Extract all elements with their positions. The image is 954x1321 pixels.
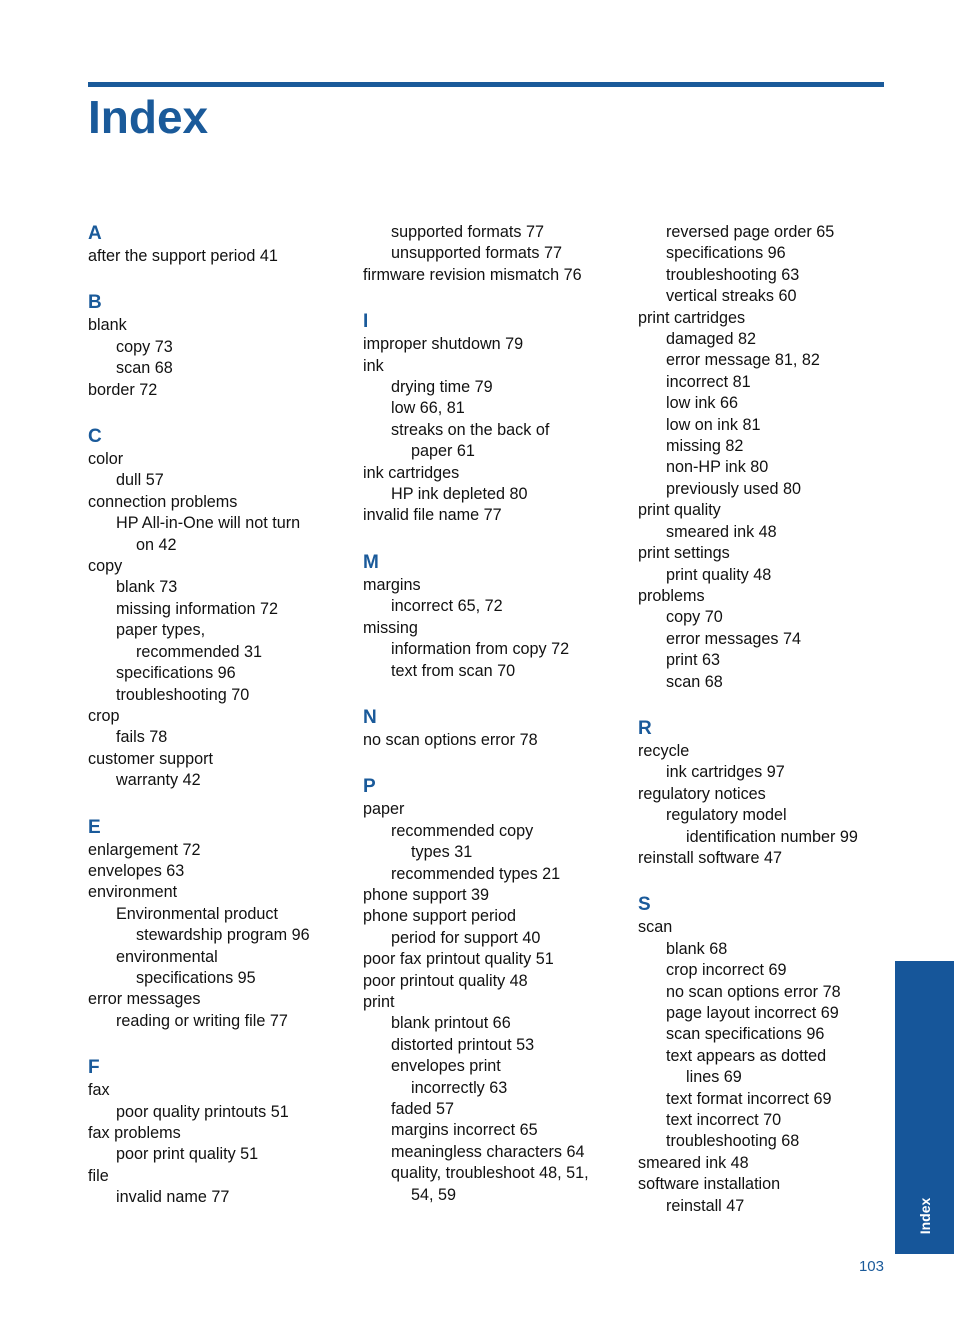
index-column-1 bbox=[88, 222, 338, 1209]
index-subentry: blank 73 bbox=[116, 578, 178, 597]
index-subentry: incorrect 65, 72 bbox=[391, 597, 503, 616]
index-subentry: low on ink 81 bbox=[666, 415, 761, 434]
index-entry: poor printout quality 48 bbox=[363, 971, 528, 990]
index-subentry: regulatory model bbox=[666, 806, 787, 825]
index-subentry: supported formats 77 bbox=[391, 223, 544, 241]
index-subentry: text appears as dotted bbox=[666, 1046, 827, 1065]
index-subentry: Environmental product bbox=[116, 904, 278, 923]
index-subentry: unsupported formats 77 bbox=[391, 244, 562, 263]
index-subentry: scan specifications 96 bbox=[666, 1025, 825, 1044]
index-entry-continuation: paper 61 bbox=[411, 442, 475, 461]
index-subentry: non-HP ink 80 bbox=[666, 458, 769, 477]
index-entry: color bbox=[88, 450, 124, 469]
index-entry: ink bbox=[363, 356, 384, 375]
index-entry: border 72 bbox=[88, 380, 158, 399]
index-subentry: ink cartridges 97 bbox=[666, 763, 785, 782]
index-subentry: damaged 82 bbox=[666, 330, 757, 349]
index-subentry: drying time 79 bbox=[391, 378, 493, 397]
index-entry: software installation bbox=[638, 1175, 781, 1194]
index-entry-continuation: recommended 31 bbox=[136, 642, 262, 661]
index-entry-continuation: identification number 99 bbox=[686, 827, 858, 846]
index-entry-continuation: 54, 59 bbox=[411, 1185, 457, 1204]
index-entry: print bbox=[363, 992, 395, 1011]
index-subentry: page layout incorrect 69 bbox=[666, 1004, 839, 1022]
index-subentry: environmental bbox=[116, 947, 218, 966]
index-entry: regulatory notices bbox=[638, 784, 766, 803]
index-letter-heading: S bbox=[638, 894, 651, 916]
index-subentry: copy 70 bbox=[666, 608, 723, 627]
index-subentry: specifications 96 bbox=[116, 664, 236, 683]
index-subentry: print quality 48 bbox=[666, 565, 772, 584]
index-entry: phone support 39 bbox=[363, 885, 490, 904]
index-subentry: text from scan 70 bbox=[391, 661, 516, 680]
index-subentry: HP All-in-One will not turn bbox=[116, 514, 301, 533]
index-entry: after the support period 41 bbox=[88, 247, 278, 265]
index-entry: connection problems bbox=[88, 492, 238, 511]
index-entry-continuation: lines 69 bbox=[686, 1068, 742, 1087]
index-entry: environment bbox=[88, 883, 178, 902]
index-letter-heading: E bbox=[88, 816, 101, 838]
index-subentry: paper types, bbox=[116, 621, 206, 640]
index-subentry: HP ink depleted 80 bbox=[391, 485, 528, 504]
index-subentry: previously used 80 bbox=[666, 479, 801, 498]
index-subentry: poor quality printouts 51 bbox=[116, 1102, 289, 1121]
index-entry: smeared ink 48 bbox=[638, 1153, 749, 1172]
index-entry: problems bbox=[638, 586, 705, 605]
index-entry: poor fax printout quality 51 bbox=[363, 950, 554, 969]
index-column-2 bbox=[363, 222, 613, 1206]
index-entry: recycle bbox=[638, 741, 690, 760]
index-column-3 bbox=[638, 222, 888, 1217]
index-entry: customer support bbox=[88, 749, 214, 768]
index-letter-heading: R bbox=[638, 717, 652, 739]
index-entry: error messages bbox=[88, 990, 201, 1009]
index-entry: margins bbox=[363, 575, 421, 594]
index-subentry: scan 68 bbox=[666, 672, 723, 691]
page-title: Index bbox=[88, 91, 209, 143]
index-entry: improper shutdown 79 bbox=[363, 335, 524, 354]
index-entry: paper bbox=[363, 800, 405, 819]
index-subentry: troubleshooting 68 bbox=[666, 1132, 800, 1151]
index-subentry: text incorrect 70 bbox=[666, 1111, 782, 1130]
index-letter-heading: A bbox=[88, 223, 102, 244]
index-subentry: streaks on the back of bbox=[391, 420, 550, 439]
index-letter-heading: N bbox=[363, 706, 377, 728]
index-subentry: recommended types 21 bbox=[391, 864, 561, 883]
index-entry: enlargement 72 bbox=[88, 840, 201, 859]
index-entry: ink cartridges bbox=[363, 463, 460, 482]
index-subentry: incorrect 81 bbox=[666, 372, 751, 391]
index-subentry: blank 68 bbox=[666, 939, 728, 958]
index-entry: fax problems bbox=[88, 1124, 181, 1142]
index-letter-heading: B bbox=[88, 292, 102, 314]
index-entry-continuation: specifications 95 bbox=[136, 968, 256, 987]
index-subentry: no scan options error 78 bbox=[666, 982, 841, 1001]
index-letter-heading: C bbox=[88, 426, 102, 448]
index-entry-continuation: types 31 bbox=[411, 843, 473, 862]
section-side-tab bbox=[895, 961, 954, 1254]
index-subentry: information from copy 72 bbox=[391, 640, 570, 659]
index-subentry: text format incorrect 69 bbox=[666, 1089, 832, 1108]
index-subentry: vertical streaks 60 bbox=[666, 287, 797, 306]
index-entry: invalid file name 77 bbox=[363, 506, 502, 525]
index-entry: fax bbox=[88, 1081, 110, 1100]
index-entry: blank bbox=[88, 316, 127, 335]
index-subentry: smeared ink 48 bbox=[666, 522, 777, 541]
index-entry: print settings bbox=[638, 544, 730, 563]
index-subentry: fails 78 bbox=[116, 728, 168, 747]
index-letter-heading: I bbox=[363, 311, 369, 333]
index-subentry: dull 57 bbox=[116, 471, 164, 490]
index-subentry: scan 68 bbox=[116, 359, 173, 378]
index-entry: missing bbox=[363, 618, 418, 637]
index-letter-heading: M bbox=[363, 551, 379, 573]
index-entry: copy bbox=[88, 557, 123, 576]
index-subentry: reading or writing file 77 bbox=[116, 1011, 288, 1030]
index-subentry: troubleshooting 70 bbox=[116, 685, 250, 704]
index-entry-continuation: stewardship program 96 bbox=[136, 926, 310, 945]
index-subentry: recommended copy bbox=[391, 821, 534, 840]
index-entry-continuation: incorrectly 63 bbox=[411, 1078, 508, 1097]
index-letter-heading: F bbox=[88, 1057, 100, 1079]
index-entry: reinstall software 47 bbox=[638, 848, 782, 867]
index-subentry: print 63 bbox=[666, 651, 720, 670]
index-subentry: blank printout 66 bbox=[391, 1014, 511, 1033]
index-entry-continuation: on 42 bbox=[136, 535, 177, 554]
page-number: 103 bbox=[858, 1258, 884, 1275]
index-subentry: copy 73 bbox=[116, 337, 173, 356]
index-subentry: crop incorrect 69 bbox=[666, 961, 787, 980]
index-entry: firmware revision mismatch 76 bbox=[363, 265, 582, 284]
index-subentry: specifications 96 bbox=[666, 244, 786, 263]
top-rule bbox=[88, 82, 884, 87]
index-subentry: quality, troubleshoot 48, 51, bbox=[391, 1164, 589, 1183]
index-entry: file bbox=[88, 1166, 109, 1185]
index-subentry: reinstall 47 bbox=[666, 1196, 745, 1215]
index-subentry: missing information 72 bbox=[116, 599, 278, 618]
index-entry: print quality bbox=[638, 501, 721, 520]
index-subentry: poor print quality 51 bbox=[116, 1145, 259, 1164]
index-subentry: error messages 74 bbox=[666, 629, 801, 648]
index-entry: envelopes 63 bbox=[88, 861, 185, 880]
index-entry: no scan options error 78 bbox=[363, 730, 538, 749]
index-subentry: troubleshooting 63 bbox=[666, 265, 800, 284]
index-subentry: invalid name 77 bbox=[116, 1188, 230, 1207]
index-entry: scan bbox=[638, 918, 673, 937]
index-subentry: error message 81, 82 bbox=[666, 351, 820, 370]
index-subentry: distorted printout 53 bbox=[391, 1035, 535, 1054]
index-subentry: faded 57 bbox=[391, 1100, 455, 1118]
index-subentry: margins incorrect 65 bbox=[391, 1121, 538, 1140]
index-subentry: low 66, 81 bbox=[391, 399, 465, 418]
index-subentry: period for support 40 bbox=[391, 928, 541, 947]
index-entry: phone support period bbox=[363, 907, 516, 926]
index-entry: print cartridges bbox=[638, 308, 746, 327]
side-tab-label: Index bbox=[916, 1197, 933, 1235]
index-letter-heading: P bbox=[363, 776, 376, 798]
index-subentry: envelopes print bbox=[391, 1057, 501, 1076]
index-entry: crop bbox=[88, 706, 120, 725]
index-subentry: low ink 66 bbox=[666, 394, 738, 413]
index-subentry: reversed page order 65 bbox=[666, 223, 835, 241]
index-subentry: missing 82 bbox=[666, 437, 744, 456]
index-subentry: warranty 42 bbox=[116, 771, 201, 790]
index-subentry: meaningless characters 64 bbox=[391, 1142, 585, 1161]
